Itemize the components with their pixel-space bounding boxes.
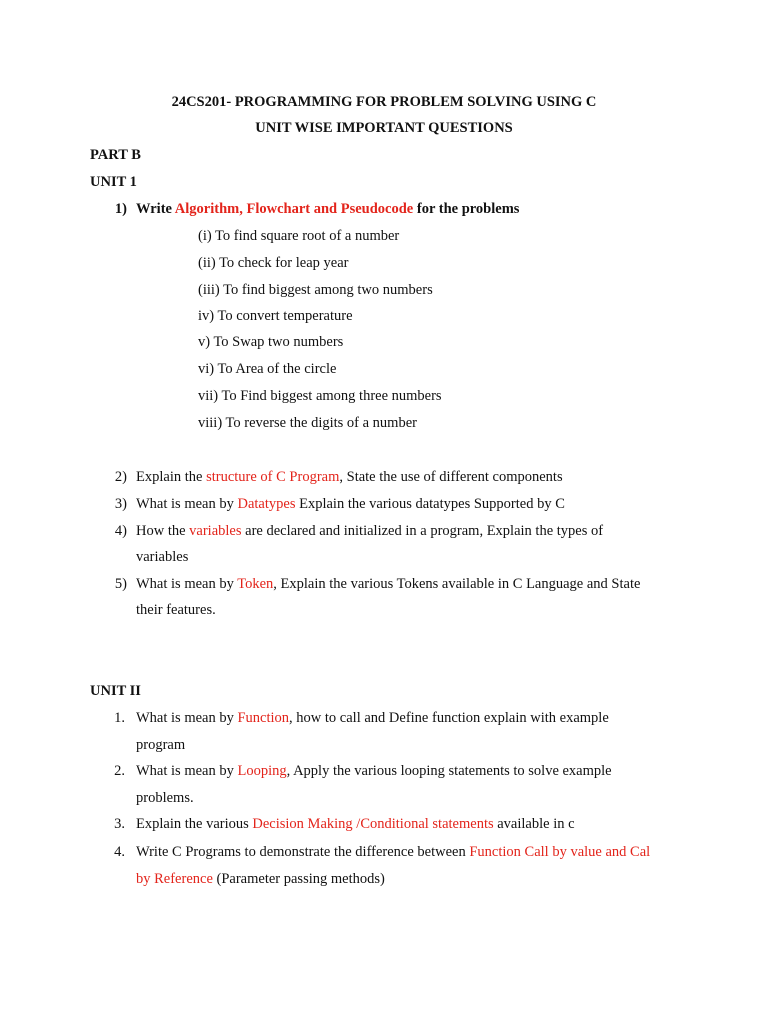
unit1-q2-text: Explain the structure of C Program, State the use of different components <box>136 469 563 485</box>
unit2-q2-number: 2. <box>114 763 125 779</box>
unit2-q1-continuation: program <box>136 737 186 753</box>
unit1-q1-text: Write Algorithm, Flowchart and Pseudocode for the problems <box>136 201 520 217</box>
unit1-q5-number: 5) <box>114 576 127 592</box>
unit1-q1-subitem: v) To Swap two numbers <box>198 334 344 350</box>
unit1-q5-text: What is mean by Token, Explain the various Tokens available in C Language and State <box>136 576 641 592</box>
unit1-q1-subitem: (ii) To check for leap year <box>198 255 349 271</box>
unit2-q4-highlight: Function Call by value and Cal <box>469 844 651 860</box>
document-subtitle: UNIT WISE IMPORTANT QUESTIONS <box>255 120 513 136</box>
unit2-q2-continuation: problems. <box>136 790 194 806</box>
unit1-q1-number: 1) <box>114 201 127 217</box>
unit1-q4-highlight: variables <box>189 523 242 539</box>
unit2-q4-highlight-continued: by Reference <box>136 871 213 887</box>
unit2-q1-text: What is mean by Function, how to call and Define function explain with example <box>136 710 609 726</box>
unit1-q2-number: 2) <box>114 469 127 485</box>
unit1-q1-highlight: Algorithm, Flowchart and Pseudocode <box>174 201 414 217</box>
unit2-q3-number: 3. <box>114 816 125 832</box>
unit1-q1-subitem: viii) To reverse the digits of a number <box>198 415 417 431</box>
unit1-q1-subitem: (i) To find square root of a number <box>198 228 400 244</box>
unit1-q4-text: How the variables are declared and initialized in a program, Explain the types of <box>136 523 604 539</box>
unit1-q1-subitem: (iii) To find biggest among two numbers <box>198 282 433 298</box>
unit2-label: UNIT II <box>90 683 141 699</box>
unit2-q3-text: Explain the various Decision Making /Conditional statements available in c <box>136 816 575 832</box>
document-title: 24CS201- PROGRAMMING FOR PROBLEM SOLVING USING C <box>171 94 597 110</box>
unit1-q4-number: 4) <box>114 523 127 539</box>
unit1-q3-text: What is mean by Datatypes Explain the various datatypes Supported by C <box>136 496 565 512</box>
unit1-q1-subitem: iv) To convert temperature <box>198 308 353 324</box>
unit1-q1-subitem: vi) To Area of the circle <box>198 361 337 377</box>
unit2-q2-text: What is mean by Looping, Apply the various looping statements to solve example <box>136 763 612 779</box>
unit2-q4-number: 4. <box>114 844 125 860</box>
unit2-q1-number: 1. <box>114 710 125 726</box>
unit1-q5-highlight: Token <box>237 576 274 592</box>
unit1-q3-highlight: Datatypes <box>237 496 296 512</box>
unit2-q4-text: Write C Programs to demonstrate the difference between Function Call by value and Cal <box>136 844 651 860</box>
part-label: PART B <box>90 147 141 163</box>
unit2-q1-highlight: Function <box>237 710 290 726</box>
unit1-label: UNIT 1 <box>90 174 137 190</box>
unit2-q4-continuation: by Reference (Parameter passing methods) <box>136 871 385 887</box>
unit1-q5-continuation: their features. <box>136 602 216 618</box>
unit1-q4-continuation: variables <box>136 549 189 565</box>
unit1-q2-highlight: structure of C Program <box>206 469 340 485</box>
unit1-q1-subitem: vii) To Find biggest among three numbers <box>198 388 442 404</box>
unit2-q2-highlight: Looping <box>237 763 287 779</box>
unit2-q3-highlight: Decision Making /Conditional statements <box>252 816 494 832</box>
unit1-q3-number: 3) <box>114 496 127 512</box>
